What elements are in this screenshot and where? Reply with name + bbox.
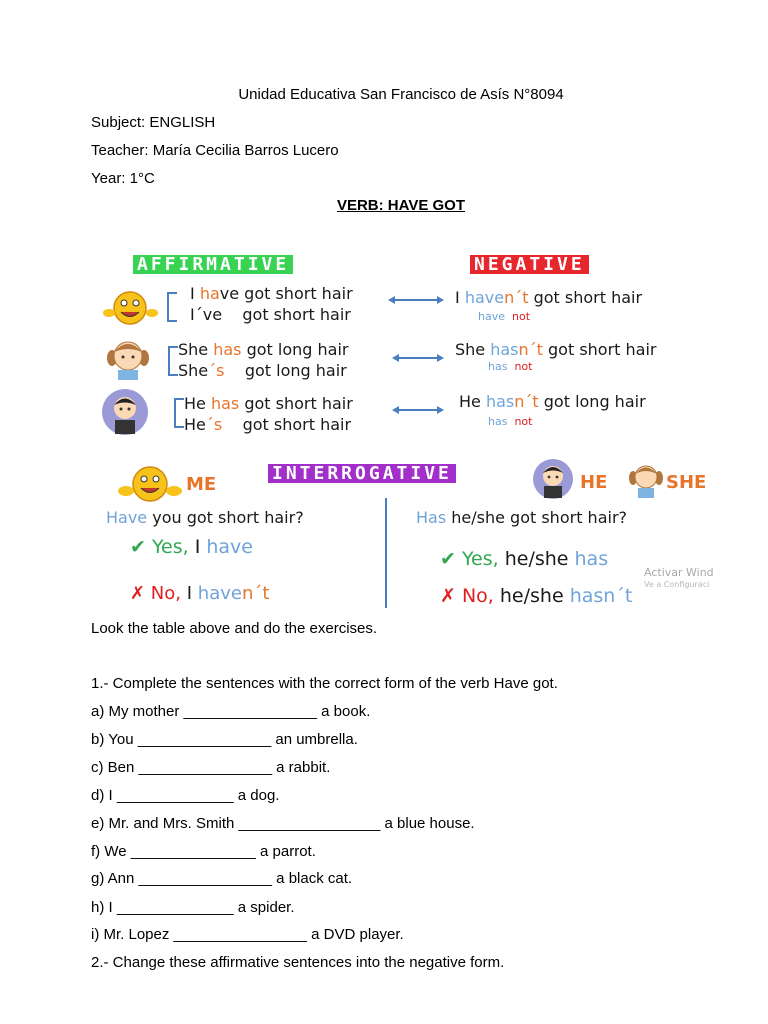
question-right: Has he/she got short hair? [416, 508, 628, 527]
exercise-item: h) I ______________ a spider. [91, 899, 295, 916]
boy-avatar-icon [100, 388, 150, 436]
exercise-item: b) You ________________ an umbrella. [91, 731, 358, 748]
girl-avatar-icon [106, 336, 150, 380]
aff-row3-line2: He´s got short hair [184, 415, 352, 434]
exercise-item: i) Mr. Lopez ________________ a DVD player. [91, 926, 404, 943]
aff-row1-line1: I have got short hair [190, 284, 353, 303]
me-label: ME [186, 474, 217, 495]
activation-watermark: Activar Wind [644, 566, 714, 579]
double-arrow-icon [392, 352, 444, 364]
page-title: VERB: HAVE GOT [336, 197, 466, 214]
aff-row2-line2: She´s got long hair [178, 361, 347, 380]
girl-avatar-icon [628, 460, 664, 498]
exercise-item: c) Ben ________________ a rabbit. [91, 759, 331, 776]
exercise-item: e) Mr. and Mrs. Smith _________________ a blue house. [91, 815, 475, 832]
no-answer-right: ✗ No, he/she hasn´t [440, 585, 633, 607]
exercise2-title: 2.- Change these affirmative sentences into the negative form. [91, 954, 505, 971]
year-line: Year: 1°C [91, 170, 155, 187]
yes-answer-left: ✔ Yes, I have [130, 536, 253, 558]
no-answer-left: ✗ No, I haven´t [130, 583, 270, 604]
question-left: Have you got short hair? [106, 508, 304, 527]
exercise-item: a) My mother ________________ a book. [91, 703, 371, 720]
bracket-row3 [174, 398, 184, 428]
yes-answer-right: ✔ Yes, he/she has [440, 548, 609, 570]
aff-row2-line1: She has got long hair [178, 340, 349, 359]
bracket-row2 [168, 346, 178, 376]
aff-row1-line2: I´ve got short hair [190, 305, 351, 324]
she-label: SHE [666, 472, 707, 493]
column-divider [385, 498, 387, 608]
affirmative-banner: AFFIRMATIVE [133, 255, 293, 274]
smiley-icon [102, 288, 158, 328]
interrogative-banner: INTERROGATIVE [268, 464, 456, 483]
activation-watermark-sub: Ve a Configuraci [644, 580, 710, 589]
exercise-item: g) Ann ________________ a black cat. [91, 870, 353, 887]
neg-row2: She hasn´t got short hair [455, 340, 657, 359]
bracket-row1 [167, 292, 177, 322]
boy-avatar-icon [531, 458, 575, 500]
double-arrow-icon [388, 294, 444, 306]
teacher-line: Teacher: María Cecilia Barros Lucero [91, 142, 339, 159]
neg-row1: I haven´t got short hair [455, 288, 643, 307]
subject-line: Subject: ENGLISH [91, 114, 216, 131]
double-arrow-icon [392, 404, 444, 416]
neg-row3: He hasn´t got long hair [459, 392, 646, 411]
instruction-text: Look the table above and do the exercises. [91, 620, 378, 637]
grammar-chart [0, 230, 768, 615]
smiley-icon [116, 462, 184, 506]
exercise1-title: 1.- Complete the sentences with the correct form of the verb Have got. [91, 675, 558, 692]
neg-row2-note: has not [488, 360, 533, 373]
neg-row1-note: have not [478, 310, 531, 323]
exercise-item: d) I ______________ a dog. [91, 787, 280, 804]
neg-row3-note: has not [488, 415, 533, 428]
exercise-item: f) We _______________ a parrot. [91, 843, 316, 860]
school-name: Unidad Educativa San Francisco de Asís N°8094 [238, 86, 564, 103]
aff-row3-line1: He has got short hair [184, 394, 353, 413]
negative-banner: NEGATIVE [470, 255, 589, 274]
he-label: HE [580, 472, 608, 493]
